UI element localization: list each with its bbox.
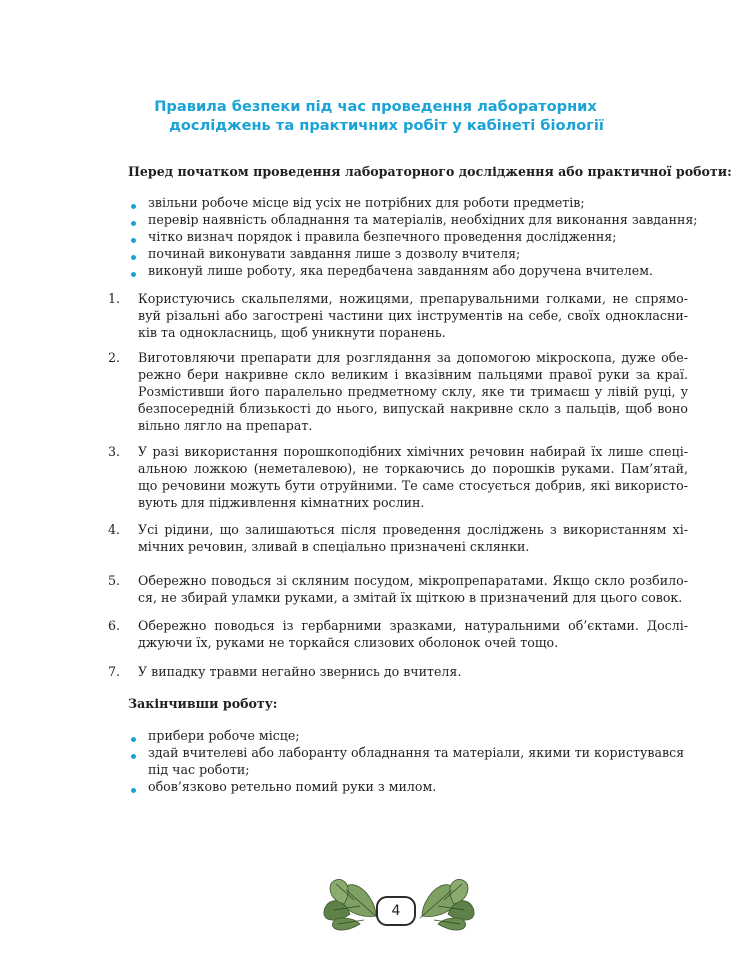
list-item-text: під час роботи; <box>148 762 250 777</box>
rule-text <box>138 521 688 555</box>
bullet-dot-icon <box>131 221 136 226</box>
list-item-text: прибери робоче місце; <box>148 728 300 743</box>
bullet-dot-icon <box>131 255 136 260</box>
rule-line: що речовини можуть бути отруйними. Те саме стосується добрив, які використо- <box>138 478 688 493</box>
rule-line: У випадку травми негайно звернись до вчителя. <box>138 664 462 679</box>
rule-number: 6. <box>108 618 121 633</box>
list-item-text: здай вчителеві або лаборанту обладнання та матеріали, якими ти користувався <box>148 745 685 760</box>
rule-text <box>138 349 688 434</box>
rule-number: 1. <box>108 291 121 306</box>
page-title-line-2: досліджень та практичних робіт у кабінеті біології <box>169 117 604 134</box>
rule-number: 4. <box>108 522 121 537</box>
list-item-text: чітко визнач порядок і правила безпечного проведення дослідження; <box>148 229 617 244</box>
before-work-heading: Перед початком проведення лабораторного дослідження або практичної роботи: <box>128 164 732 179</box>
bullet-dot-icon <box>131 238 136 243</box>
rule-line: альною ложкою (неметалевою), не торкаючись до порошків руками. Пам’ятай, <box>138 461 688 476</box>
rule-number: 7. <box>108 664 121 679</box>
rule-text <box>138 663 688 680</box>
rule-line: ся, не збирай уламки руками, а змітай їх щіткою в призначений для цього совок. <box>138 590 683 605</box>
rule-line: Виготовляючи препарати для розглядання за допомогою мікроскопа, дуже обе- <box>138 350 688 365</box>
rule-line: У разі використання порошкоподібних хімічних речовин набирай їх лише спеці- <box>138 444 688 459</box>
rule-line: Обережно поводься зі скляним посудом, мікропрепаратами. Якщо скло розбило- <box>138 573 688 588</box>
list-item-text: перевір наявність обладнання та матеріалів, необхідних для виконання завдання; <box>148 212 698 227</box>
rule-number: 5. <box>108 573 121 588</box>
rule-line: Усі рідини, що залишаються після проведення досліджень з використанням хі- <box>138 522 688 537</box>
rule-text <box>138 572 688 606</box>
rule-line: вуй різальні або загострені частини цих інструментів на себе, своїх однокласни- <box>138 308 688 323</box>
rule-line: джуючи їх, руками не торкайся слизових оболонок очей тощо. <box>138 635 559 650</box>
page-number: 4 <box>376 896 416 926</box>
right-leaf-ornament-icon <box>414 874 478 934</box>
list-item-text: починай виконувати завдання лише з дозволу вчителя; <box>148 246 521 261</box>
rule-line: Обережно поводься із гербарними зразками, натуральними об’єктами. Дослі- <box>138 618 688 633</box>
rule-line: вують для підживлення кімнатних рослин. <box>138 495 425 510</box>
left-leaf-ornament-icon <box>320 874 384 934</box>
rule-number: 3. <box>108 444 121 459</box>
rule-text <box>138 443 688 511</box>
rule-text <box>138 290 688 341</box>
rule-line: безпосередній близькості до нього, випускай накривне скло з пальців, щоб воно <box>138 401 688 416</box>
rule-line: вільно лягло на препарат. <box>138 418 313 433</box>
page-title <box>0 97 751 135</box>
rule-number: 2. <box>108 350 121 365</box>
list-item-text: обов’язково ретельно помий руки з милом. <box>148 779 437 794</box>
page-title-line-1: Правила безпеки під час проведення лабораторних <box>154 98 597 115</box>
rule-line: режно бери накривне скло великим і вказівним пальцями правої руки за краї. <box>138 367 688 382</box>
rule-line: Розмістивши його паралельно предметному склу, яке ти тримаєш у лівій руці, у <box>138 384 688 399</box>
rule-line: мічних речовин, зливай в спеціально призначені склянки. <box>138 539 530 554</box>
list-item-text: виконуй лише роботу, яка передбачена завданням або доручена вчителем. <box>148 263 654 278</box>
rule-text <box>138 617 688 651</box>
bullet-dot-icon <box>131 754 136 759</box>
bullet-dot-icon <box>131 737 136 742</box>
rule-line: Користуючись скальпелями, ножицями, препарувальними голками, не спрямо- <box>138 291 688 306</box>
rule-line: ків та однокласниць, щоб уникнути поранень. <box>138 325 446 340</box>
list-item-text: звільни робоче місце від усіх не потрібних для роботи предметів; <box>148 195 585 210</box>
after-work-heading: Закінчивши роботу: <box>128 696 278 711</box>
bullet-dot-icon <box>131 788 136 793</box>
bullet-dot-icon <box>131 272 136 277</box>
bullet-dot-icon <box>131 204 136 209</box>
